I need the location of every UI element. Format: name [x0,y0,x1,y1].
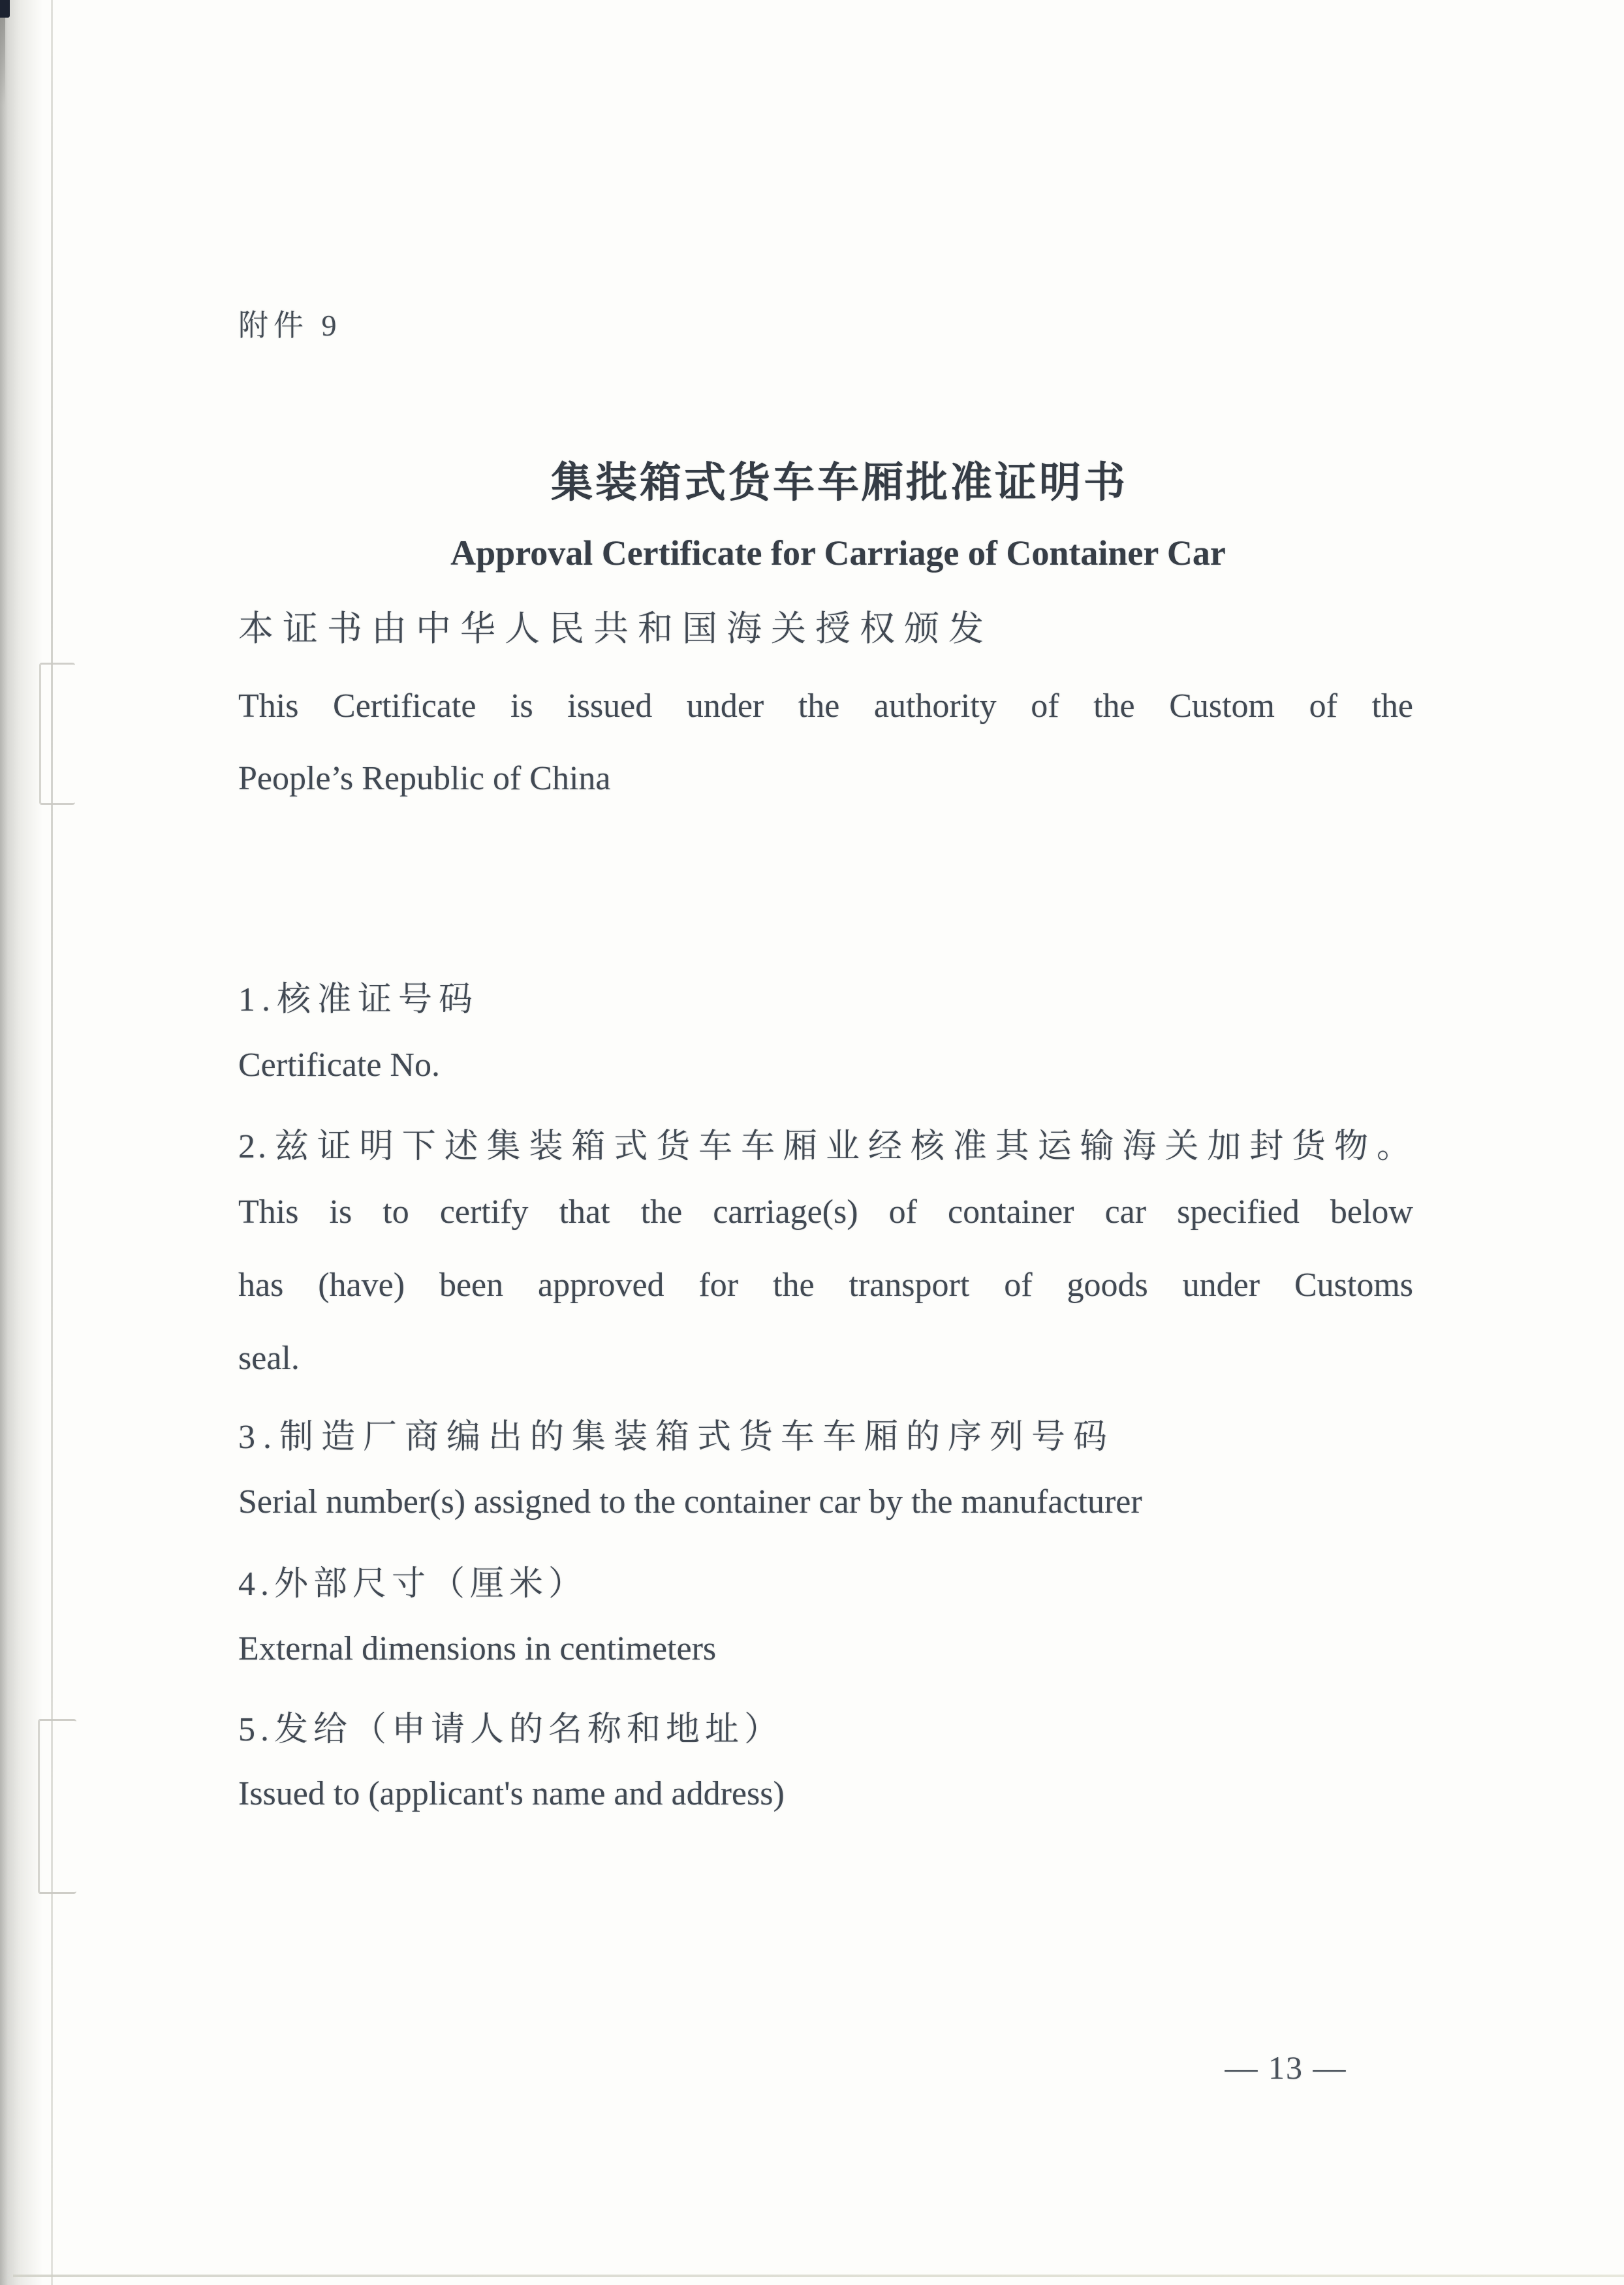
item-3-label-en: Serial number(s) assigned to the container car by the manufacturer [238,1483,1142,1521]
scan-corner-smudge [0,18,5,106]
page-number: — 13 — [1225,2049,1347,2086]
item-4-label-en: External dimensions in centimeters [238,1630,717,1667]
document-title-en: Approval Certificate for Carriage of Container Car [450,533,1226,573]
scan-bottom-edge-line [13,2275,1624,2277]
issuer-statement-en-line-1: This Certificate is issued under the authority of the Custom of the [238,687,1413,725]
item-2-label-zh: 2.兹证明下述集装箱式货车车厢业经核准其运输海关加封货物。 [238,1128,1413,1165]
item-2-label-en-line-3: seal. [238,1340,300,1377]
attachment-label: 附件 9 [238,309,342,342]
item-5-label-zh: 5.发给（申请人的名称和地址） [238,1711,784,1748]
item-2-label-en-line-2: has (have) been approved for the transport of goods under Customs [238,1267,1413,1304]
issuer-statement-en-line-2: People’s Republic of China [238,760,611,797]
scan-corner-mark [0,0,10,18]
scan-left-edge-band [0,0,46,2285]
document-title-zh: 集装箱式货车车厢批准证明书 [551,460,1128,506]
binding-staple-mark-top [39,663,75,805]
issuer-statement-zh: 本证书由中华人民共和国海关授权颁发 [238,609,993,648]
binding-staple-mark-bottom [38,1719,76,1894]
scan-page-edge-line [51,0,53,2285]
item-2-label-en-line-1: This is to certify that the carriage(s) of container car specified below [238,1193,1413,1231]
item-1-label-en: Certificate No. [238,1047,440,1084]
item-5-label-en: Issued to (applicant's name and address) [238,1775,785,1812]
item-3-label-zh: 3.制造厂商编出的集装箱式货车车厢的序列号码 [238,1419,1116,1456]
item-1-label-zh: 1.核准证号码 [238,981,480,1018]
item-4-label-zh: 4.外部尺寸（厘米） [238,1566,588,1603]
